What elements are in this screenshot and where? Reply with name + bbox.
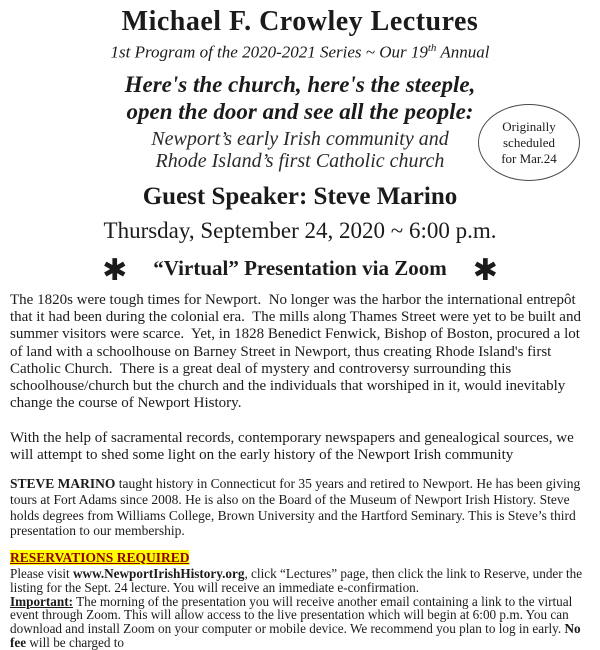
no-fee-emphasis: No fee xyxy=(10,621,584,650)
visit-instruction-pre: Please visit xyxy=(10,565,74,581)
originally-scheduled-badge xyxy=(478,104,580,181)
event-datetime-line: Thursday, September 24, 2020 ~ 6:00 p.m. xyxy=(103,217,497,243)
quote-line-2: open the door and see all the people: xyxy=(126,98,474,124)
lecture-topic-line-1: Newport’s early Irish community and xyxy=(151,127,449,150)
website-url: www.NewportIrishHistory.org xyxy=(73,565,245,581)
reservation-instructions xyxy=(10,567,590,595)
speaker-bio-name: STEVE MARINO xyxy=(10,476,116,492)
asterisk-right-icon: ✱ xyxy=(472,252,498,288)
series-subtitle xyxy=(10,39,590,62)
virtual-presentation-line xyxy=(10,252,590,288)
badge-line-1: Originally xyxy=(502,118,556,134)
important-note-text-2: will be charged to xyxy=(26,635,125,650)
page-title: Michael F. Crowley Lectures xyxy=(121,6,479,37)
subtitle-ordinal-suffix: th xyxy=(427,42,437,54)
important-note-text-1: The morning of the presentation you will receive another email containing a link to the virtual event through Zoom. This will allow access to the live presentation which will begin at 6:00 p.m. You can download and install Zoom on your computer or mobile device. We recommend you plan to log in early. xyxy=(10,593,576,637)
history-paragraph-1: The 1820s were tough times for Newport. No longer was the harbor the international entrepôt that it had been during the colonial era. The mills along Thames Street were yet to be built and summer visitors were scarce. Yet, in 1828 Benedict Fenwick, Bishop of Boston, procured a lot of land with a schoolhouse on Barney Street in Newport, thus creating Rhode Island's first Catholic Church. There is a great deal of mystery and controversy surrounding this schoolhouse/church but the church and the individuals that worshiped in it, would inevitably change the course of Newport History. xyxy=(10,291,585,412)
subtitle-text-pre: 1st Program of the 2020-2021 Series ~ Our 19 xyxy=(110,42,428,62)
speaker-bio-paragraph xyxy=(10,476,590,538)
quote-line-1: Here's the church, here's the steeple, xyxy=(124,71,476,97)
badge-line-3: for Mar.24 xyxy=(501,150,557,166)
reservations-required-heading: RESERVATIONS REQUIRED xyxy=(10,549,190,565)
asterisk-left-icon: ✱ xyxy=(102,252,128,288)
lecture-topic-line-2: Rhode Island’s first Catholic church xyxy=(155,149,445,172)
reservations-section xyxy=(10,549,590,650)
speaker-bio-text: taught history in Connecticut for 35 years and retired to Newport. He has been giving tours at Fort Adams since 2008. He is also on the Board of the Museum of Newport Irish History. Steve holds degrees from Williams College, Brown University and the Hartford Seminary. This is Steve’s third presentation to our membership. xyxy=(10,476,584,539)
visit-instruction-post: , click “Lectures” page, then click the link to Reserve, under the listing for the Sept. 24 lecture. You will receive an immediate e-confirmation. xyxy=(10,565,586,595)
history-paragraph-2: With the help of sacramental records, contemporary newspapers and genealogical sources, we will attempt to shed some light on the early history of the Newport Irish community xyxy=(10,429,578,464)
subtitle-text-post: Annual xyxy=(436,42,490,62)
virtual-presentation-label: “Virtual” Presentation via Zoom xyxy=(153,255,447,280)
important-label: Important: xyxy=(10,593,74,609)
guest-speaker-line: Guest Speaker: Steve Marino xyxy=(142,182,458,210)
badge-line-2: scheduled xyxy=(503,134,555,150)
important-note xyxy=(10,595,590,650)
